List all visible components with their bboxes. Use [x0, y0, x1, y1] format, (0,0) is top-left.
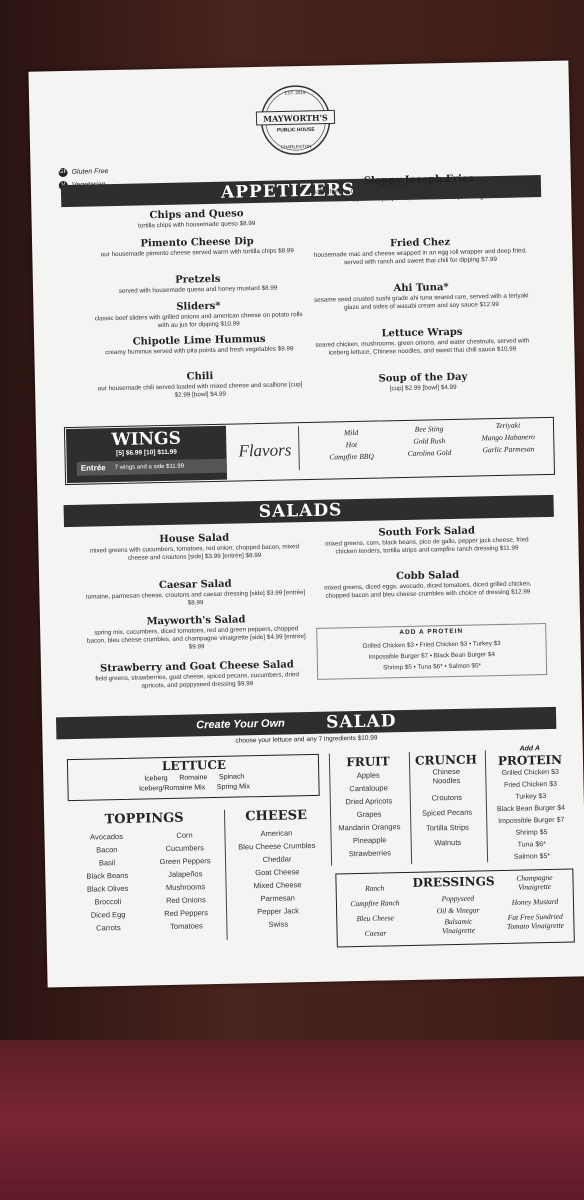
- item-desc: our housemade chili served loaded with mixed cheese and scallions [cup] $2.99 [bowl] $4.99: [97, 381, 303, 399]
- item-desc: tortilla chips with housemade queso $8.99: [138, 220, 256, 230]
- menu-item: [94, 332, 304, 357]
- logo-sub: PUBLIC HOUSE: [276, 126, 315, 134]
- flavor-col-1: Mild Hot Campfire BBQ: [329, 427, 374, 462]
- item-name: Mayworth's Salad: [146, 614, 246, 628]
- menu-item: [314, 523, 540, 557]
- wings-prices: [5] $6.99 [10] $11.99: [116, 448, 177, 458]
- create-title: SALAD: [325, 711, 397, 733]
- menu-item: [87, 658, 308, 692]
- item-name: House Salad: [159, 532, 230, 546]
- menu-item: [84, 530, 305, 564]
- item-name: Sloppy Joseph Fries: [363, 173, 474, 187]
- item-name: Ahi Tuna*: [393, 282, 449, 295]
- menu-item: [93, 298, 304, 331]
- wings-entree-desc: 7 wings and a side $11.99: [114, 463, 185, 472]
- dressings-col-3: Champagne Vinaigrette Honey Mustard Fat Free Sundried Tomato Vinaigrette: [506, 872, 565, 931]
- menu-sheet: [28, 60, 584, 987]
- item-name: Caesar Salad: [158, 578, 232, 592]
- menu-item: [93, 271, 303, 296]
- flavor-col-2: Bee Sting Gold Rush Carolina Gold: [407, 424, 452, 458]
- crunch-list: Chinese Noodles Croutons Spiced Pecans Tortilla Strips Walnuts: [421, 766, 473, 848]
- item-desc: waffle fries or tater tots smothered with our housemade sloppy joe and queso cheese, topped with jalapeños, sour cream and pico de gallo $10.99: [311, 184, 527, 204]
- item-name: South Fork Salad: [378, 525, 476, 539]
- create-subtitle: choose your lettuce and any 7 ingredients $10.99: [235, 734, 378, 745]
- cheese-list: American Bleu Cheese Crumbles Cheddar Goat Cheese Mixed Cheese Parmesan Pepper Jack Swiss: [238, 828, 316, 929]
- menu-item: [309, 171, 530, 205]
- menu-item: [312, 324, 533, 358]
- item-name: Pimento Cheese Dip: [140, 236, 254, 250]
- menu-item: [310, 234, 531, 268]
- item-name: Chipotle Lime Hummus: [132, 333, 266, 348]
- item-name: Sliders*: [176, 300, 221, 313]
- item-desc: creamy hummus served with pita points and fresh vegetables $9.99: [105, 345, 294, 357]
- wings-title: WINGS: [111, 428, 182, 451]
- item-desc: sesame seed crusted sushi grade ahi tuna seared rare, served with a teriyaki glaze and sides of wasabi cream and soy sauce $12.99: [313, 292, 529, 312]
- protein-list: Grilled Chicken $3 Fried Chicken $3 Turkey $3 Black Bean Burger $4 Impossible Burger $7 Shrimp $5 Tuna $6* Salmon $5*: [496, 768, 566, 861]
- dressings-title: DRESSINGS: [412, 874, 495, 890]
- item-name: Chips and Queso: [149, 208, 244, 222]
- protein-pre: Add A: [519, 745, 541, 753]
- add-protein-list: Grilled Chicken $3 • Fried Chicken $3 • Turkey $3 Impossible Burger $7 • Black Bean Burger $4 Shrimp $5 • Tuna $6* • Salmon $5*: [362, 639, 501, 672]
- fruit-title: FRUIT: [346, 754, 390, 770]
- menu-item: [91, 206, 301, 231]
- seat-cushion: [0, 1040, 584, 1200]
- item-name: Strawberry and Goat Cheese Salad: [99, 659, 294, 675]
- menu-item: [95, 368, 306, 401]
- fruit-list: Apples Cantaloupe Dried Apricots Grapes Mandarin Oranges Pineapple Strawberries: [338, 770, 401, 859]
- appetizers-title: APPETIZERS: [220, 179, 356, 203]
- item-name: Soup of the Day: [378, 371, 468, 385]
- item-desc: mixed greens, corn, black beans, pico de gallo, pepper jack cheese, fried chicken tenders, tortilla strips and campfire ranch dressing $11.99: [325, 536, 529, 556]
- protein-title: PROTEIN: [497, 752, 563, 769]
- lettuce-title: LETTUCE: [161, 757, 227, 774]
- gluten-free-icon: GF: [58, 168, 67, 177]
- toppings-col-1: Avocados Bacon Basil Black Beans Black Olives Broccoli Diced Egg Carrots: [86, 831, 129, 933]
- lettuce-options: Iceberg Romaine Spinach Iceberg/Romaine Mix Spring Mix: [138, 773, 251, 793]
- menu-item: [86, 612, 307, 654]
- logo-name: MAYWORTH'S: [263, 112, 328, 124]
- cheese-title: CHEESE: [245, 808, 308, 825]
- add-protein-title: ADD A PROTEIN: [399, 627, 464, 637]
- item-desc: romaine, parmesan cheese, croutons and caesar dressing [side] $3.99 [entrée] $8.99: [85, 589, 306, 607]
- salads-title: SALADS: [258, 500, 343, 523]
- item-desc: seared chicken, mushrooms, green onions, and water chestnuts, served with iceberg lettuce, Chinese noodles, and sweet thai chili sauce $10.99: [315, 337, 530, 357]
- wings-panel: [66, 426, 227, 483]
- item-name: Chili: [186, 370, 214, 383]
- item-desc: field greens, strawberries, goat cheese, spiced pecans, cucumbers, dried apricots, and poppyseed dressing $9.99: [95, 671, 300, 690]
- menu-item: [315, 567, 541, 601]
- create-title-pre: Create Your Own: [196, 717, 285, 732]
- salads-banner: [64, 495, 554, 527]
- item-desc: our housemade pimento cheese served warm with tortilla chips $8.99: [100, 247, 294, 259]
- flavor-col-3: Teriyaki Mango Habanero Garlic Parmesan: [481, 420, 535, 455]
- logo-town: CHARLESTON: [280, 143, 312, 150]
- dressings-col-2: Poppyseed Oil & Vinegar Balsamic Vinaigrette: [436, 893, 480, 936]
- flavors-label: Flavors: [238, 440, 292, 461]
- item-desc: classic beef sliders with grilled onions and american cheese on potato rolls with au jus for dipping $10.99: [94, 311, 303, 330]
- item-name: Lettuce Wraps: [381, 326, 463, 340]
- dressings-col-1: Ranch Campfire Ranch Bleu Cheese Caesar: [350, 883, 400, 938]
- item-desc: housemade mac and cheese wrapped in an egg roll wrapper and deep fried, served with ranch and sweet thai chili for dipping $7.99: [313, 247, 527, 267]
- menu-item: [85, 576, 306, 610]
- item-desc: mixed greens, diced eggs, avocado, diced tomatoes, diced grilled chicken, chopped bacon and bleu cheese crumbles with choice of dressing $12.99: [324, 580, 532, 600]
- menu-item: [311, 279, 532, 313]
- toppings-col-2: Corn Cucumbers Green Peppers Jalapeños Mushrooms Red Onions Red Peppers Tomatoes: [159, 830, 211, 931]
- item-desc: mixed greens with cucumbers, tomatoes, red onion, chopped bacon, mixed cheese and croutons [side] $3.99 [entrée] $8.99: [89, 543, 300, 562]
- gluten-free-label: Gluten Free: [71, 168, 109, 176]
- item-name: Cobb Salad: [395, 569, 460, 583]
- menu-item: [313, 369, 533, 395]
- logo-est: EST. 2019: [284, 89, 306, 96]
- crunch-title: CRUNCH: [414, 752, 478, 768]
- item-name: Pretzels: [175, 273, 221, 286]
- logo: [254, 79, 338, 161]
- menu-item: [92, 234, 302, 259]
- wings-entree-label: Entrée: [80, 463, 106, 473]
- item-desc: spring mix, cucumbers, diced tomatoes, red and green peppers, chopped bacon, bleu cheese crumbles, and champagne vinaigrette [side] $4.99 [entrée] $9.99: [86, 625, 306, 651]
- item-desc: served with housemade queso and honey mustard $8.99: [118, 284, 278, 295]
- item-name: Fried Chez: [389, 236, 451, 250]
- toppings-title: TOPPINGS: [104, 810, 184, 828]
- item-desc: [cup] $2.99 [bowl] $4.99: [389, 383, 457, 393]
